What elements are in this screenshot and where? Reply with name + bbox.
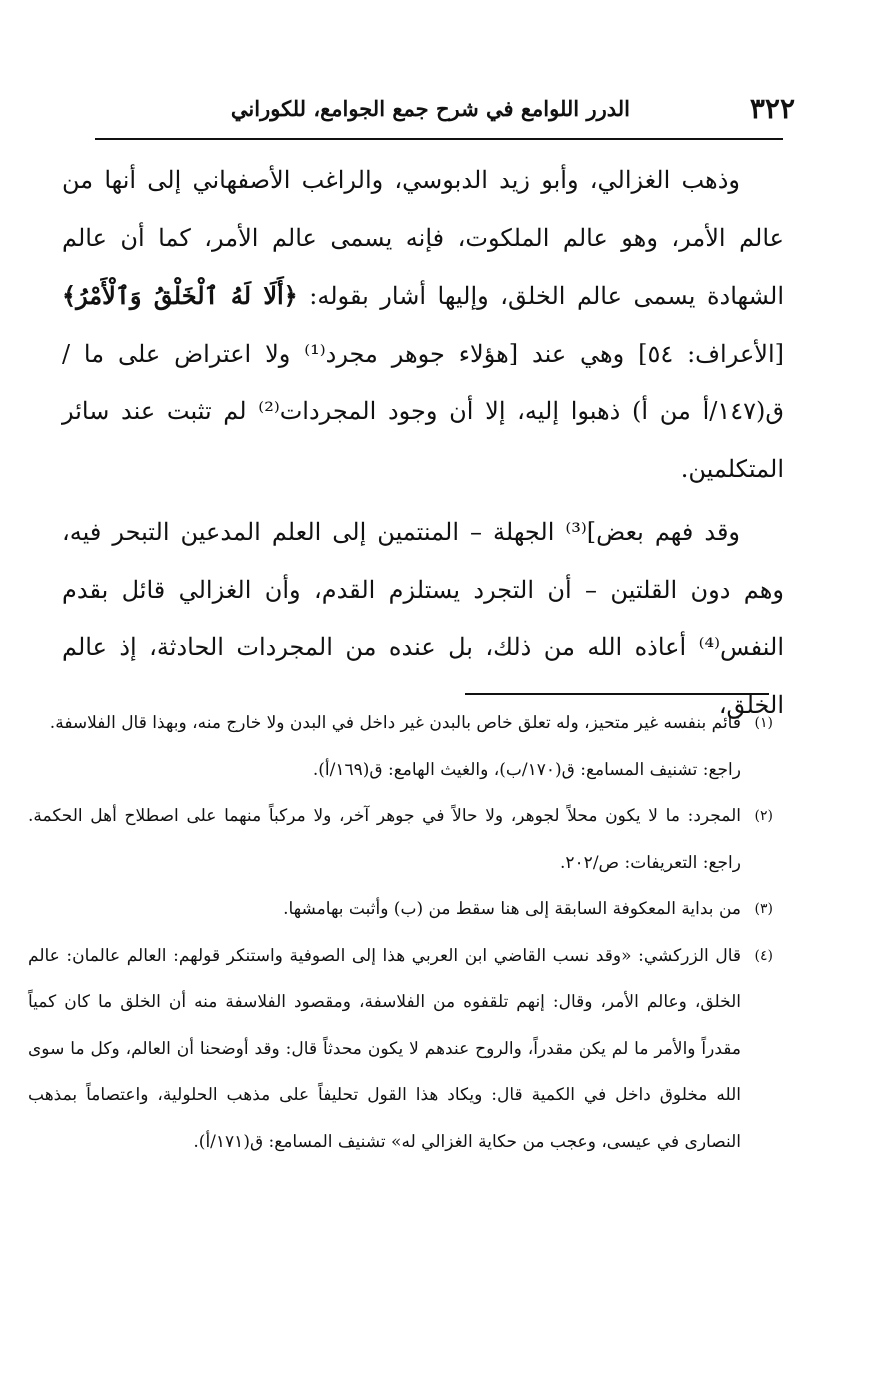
footnote-number: (١) — [754, 715, 773, 731]
page-number: ٣٢٢ — [749, 92, 795, 125]
footnote-1 — [28, 700, 773, 747]
footnote-text: من بداية المعكوفة السابقة إلى هنا سقط من (ب) وأثبت بهامشها. — [283, 899, 741, 919]
footnotes — [28, 700, 773, 1165]
running-head — [95, 90, 795, 130]
paragraph-1-part-2: [الأعراف: ٥٤] وهي عند [هؤلاء جوهر مجرد⁽¹⁾ ولا اعتراض على ما / ق(١٤٧/أ من أ) ذهبوا إليه، إلا أن وجود المجردات⁽²⁾ لم تثبت عند سائر المتكلمين. — [62, 339, 784, 483]
running-title: الدرر اللوامع في شرح جمع الجوامع، للكوراني — [230, 96, 630, 121]
footnote-text: قال الزركشي: «وقد نسب القاضي ابن العربي هذا إلى الصوفية واستنكر قولهم: العالم عالمان: عالم الخلق، وعالم الأمر، وقال: إنهم تلقفوه من الفلاسفة، ومقصود الفلاسفة منه أن الخلق ما كان كمياً مقدراً والأمر ما لم يكن مقدراً، والروح عندهم لا يكون محدثاً قال: وقد أوضحنا أن العالم، وكل ما سوى الله مخلوق داخل في الكمية قال: ويكاد هذا القول تحليفاً على مذهب الحلولية، واعتصاماً بمذهب النصارى في عيسى، وعجب من حكاية الغزالي له» تشنيف المسامع: ق(١٧١/أ). — [28, 945, 741, 1152]
paragraph-1-part-1: وذهب الغزالي، وأبو زيد الدبوسي، والراغب الأصفهاني إلى أنها من عالم الأمر، وهو عالم الملكوت، فإنه يسمى عالم الأمر، كما أن عالم الشهادة يسمى عالم الخلق، وإليها أشار بقوله: — [62, 166, 784, 310]
footnote-number: (٣) — [754, 901, 773, 917]
footnote-text: المجرد: ما لا يكون محلاً لجوهر، ولا حالاً في جوهر آخر، ولا مركباً منهما على اصطلاح أهل الحكمة. راجع: التعريفات: ص/٢٠٢. — [28, 806, 741, 873]
footnote-3 — [28, 886, 773, 933]
footnote-1-reference: راجع: تشنيف المسامع: ق(١٧٠/ب)، والغيث الهامع: ق(١٦٩/أ). — [312, 759, 741, 780]
footnote-number: (٤) — [754, 947, 773, 964]
footnote-text: قائم بنفسه غير متحيز، وله تعلق خاص بالبدن غير داخل في البدن ولا خارج منه، وبهذا قال الفلاسفة. — [49, 713, 741, 733]
main-text — [62, 152, 784, 734]
footnote-separator — [465, 693, 769, 695]
footnote-2 — [28, 793, 773, 886]
paragraph-1 — [62, 152, 784, 498]
paragraph-2-text: وقد فهم بعض]⁽³⁾ الجهلة – المنتمين إلى العلم المدعين التبحر فيه، وهم دون القلتين – أن التجرد يستلزم القدم، وأن الغزالي قائل بقدم النفس⁽⁴⁾ أعاذه الله من ذلك، بل عنده من المجردات الحادثة، إذ عالم الخلق، — [62, 518, 784, 719]
footnote-number: (٢) — [754, 808, 773, 824]
quran-verse: ﴿أَلَا لَهُ ٱلْخَلْقُ وَٱلْأَمْرُ﴾ — [62, 281, 298, 310]
header-rule — [95, 138, 783, 140]
footnote-4 — [28, 933, 773, 1166]
